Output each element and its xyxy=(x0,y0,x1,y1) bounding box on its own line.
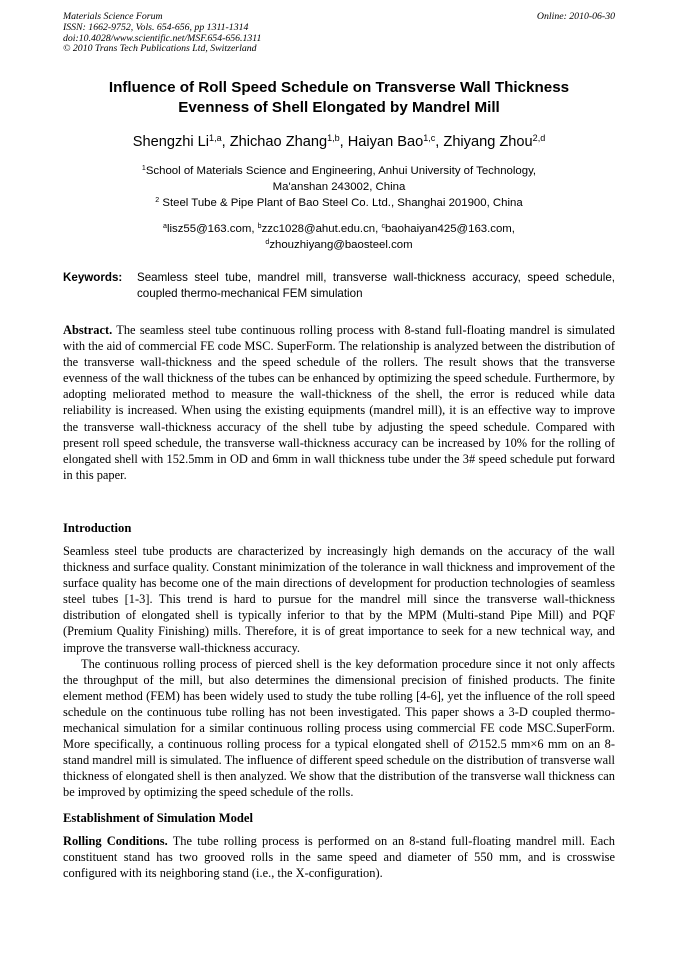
keywords-label: Keywords: xyxy=(63,271,123,284)
email-address[interactable]: zzc1028@ahut.edu.cn, xyxy=(261,223,382,235)
rolling-conditions-label: Rolling Conditions. xyxy=(63,834,168,848)
introduction-paragraph-2: The continuous rolling process of pierced shell is the key deformation procedure since it not only affects the throughput of the mill, but also determines the dimensional precision of finished products. The finite element method (FEM) has been widely used to study the tube rolling [4-6], yet the influence of the roll speed schedule on the continuous tube rolling has not been investigated. This paper shows a 3-D coupled thermo- mechanical simulation for a similar continuous rolling process using commercial FE code MSC.SuperForm. More specifically, a continuous rolling process for a typical elongated shell of ∅152.5 mm×6 mm on an 8-stand mandrel mill is simulated. The influence of different speed schedule on the distribution of transverse wall thickness of elongated shell is then analyzed. We show that the distribution of the transverse wall thickness can be improved by optimizing the speed schedule of the rolls. xyxy=(63,656,615,800)
affiliation-text: School of Materials Science and Engineering, Anhui University of Technology, xyxy=(145,165,537,177)
email-superscript: a xyxy=(163,223,167,231)
author-list xyxy=(40,133,638,151)
email-line-2 xyxy=(63,237,615,253)
keywords-text: Seamless steel tube, mandrel mill, transverse wall-thickness accuracy, speed schedule, coupled thermo-mechanical FEM simulation xyxy=(137,271,615,300)
email-superscript: d xyxy=(265,239,270,247)
affiliation-1 xyxy=(63,163,615,179)
author-name: Zhiyang Zhou xyxy=(443,134,533,150)
section-heading-introduction: Introduction xyxy=(63,521,132,535)
author-name: Shengzhi Li xyxy=(132,134,210,150)
author-name: Haiyan Bao xyxy=(347,134,424,150)
author-superscript: 2,d xyxy=(532,133,546,144)
author-superscript: 1,c xyxy=(423,133,436,144)
section-heading-simulation-model: Establishment of Simulation Model xyxy=(63,811,253,825)
online-date: Online: 2010-06-30 xyxy=(536,11,615,22)
journal-header xyxy=(63,12,615,55)
keywords-block xyxy=(63,270,615,302)
email-address[interactable]: baohaiyan425@163.com, xyxy=(384,223,515,235)
email-superscript: b xyxy=(257,223,262,231)
email-superscript: c xyxy=(381,223,385,231)
author-separator: , xyxy=(339,134,348,150)
introduction-body xyxy=(63,543,615,801)
rolling-conditions-paragraph xyxy=(63,833,615,881)
rolling-conditions xyxy=(63,833,615,881)
abstract-paragraph xyxy=(63,322,615,483)
author-separator: , xyxy=(435,134,444,150)
issn-line: ISSN: 1662-9752, Vols. 654-656, pp 1311-1314 xyxy=(63,21,249,33)
affiliations xyxy=(63,163,615,211)
abstract xyxy=(63,322,615,483)
author-superscript: 1,b xyxy=(327,133,340,144)
author-superscript: 1,a xyxy=(209,133,222,144)
introduction-paragraph-1: Seamless steel tube products are characterized by increasingly high demands on the accuracy of the wall thickness and surface quality. Constant minimization of the tolerance in wall thickness and improvement of the surface quality has become one of the main directions of development for production technologies of seamless steel tubes [1-3]. This trend is hard to pursue for the mandrel mill since the transverse wall-thickness distribution of elongated shell is typically inferior to that by the MPM (Multi-stand Pipe Mill) and PQF (Premium Quality Finishing) mills. Therefore, it is of great importance to seek for a new technical way, and improve the transverse wall-thickness accuracy. xyxy=(63,544,615,655)
rolling-conditions-text: The tube rolling process is performed on an 8-stand full-floating mandrel mill. Each constituent stand has two grooved rolls in the same speed and diameter of 550 mm, and is crosswise configured with its neighboring stand (i.e., the X-configuration). xyxy=(63,834,615,881)
affiliation-superscript: 1 xyxy=(141,165,146,173)
title-line-2: Evenness of Shell Elongated by Mandrel Mill xyxy=(178,99,500,116)
copyright-line: © 2010 Trans Tech Publications Ltd, Switzerland xyxy=(63,43,257,55)
affiliation-text: Steel Tube & Pipe Plant of Bao Steel Co. Ltd., Shanghai 201900, China xyxy=(159,197,523,209)
abstract-label: Abstract. xyxy=(63,323,113,337)
paper-title xyxy=(63,78,615,118)
author-separator: , xyxy=(221,134,230,150)
email-line-1 xyxy=(63,221,615,237)
affiliation-superscript: 2 xyxy=(155,197,160,205)
author-name: Zhichao Zhang xyxy=(229,134,328,150)
email-address[interactable]: zhouzhiyang@baosteel.com xyxy=(269,239,413,251)
affiliation-2 xyxy=(63,195,615,211)
author-emails xyxy=(63,221,615,253)
doi-line: doi:10.4028/www.scientific.net/MSF.654-656.1311 xyxy=(63,32,262,44)
email-address[interactable]: lisz55@163.com, xyxy=(166,223,258,235)
affiliation-1-city: Ma'anshan 243002, China xyxy=(272,181,406,193)
abstract-text: The seamless steel tube continuous rolling process with 8-stand full-floating mandrel is simulated with the aid of commercial FE code MSC. SuperForm. The relationship is analyzed between the distribution of the transverse wall-thickness and the speed schedule of the rollers. The result shows that the transverse evenness of the wall thickness of the tubes can be enhanced by optimizing the speed schedule. Furthermore, by adopting meliorated method to measure the wall-thickness of the shell, the error is reduced while data reliability is increased. When using the existing equipments (mandrel mill), it is an effective way to improve the transverse wall-thickness accuracy of the shell tube by adjusting the speed schedule. Compared with present roll speed schedule, the transverse wall-thickness accuracy can be increased by 10% for the rolling of elongated shell with 152.5mm in OD and 6mm in wall thickness tube under the 3# speed schedule put forward in this paper. xyxy=(63,323,615,482)
journal-name: Materials Science Forum xyxy=(63,11,163,22)
title-line-1: Influence of Roll Speed Schedule on Transverse Wall Thickness xyxy=(108,79,570,96)
